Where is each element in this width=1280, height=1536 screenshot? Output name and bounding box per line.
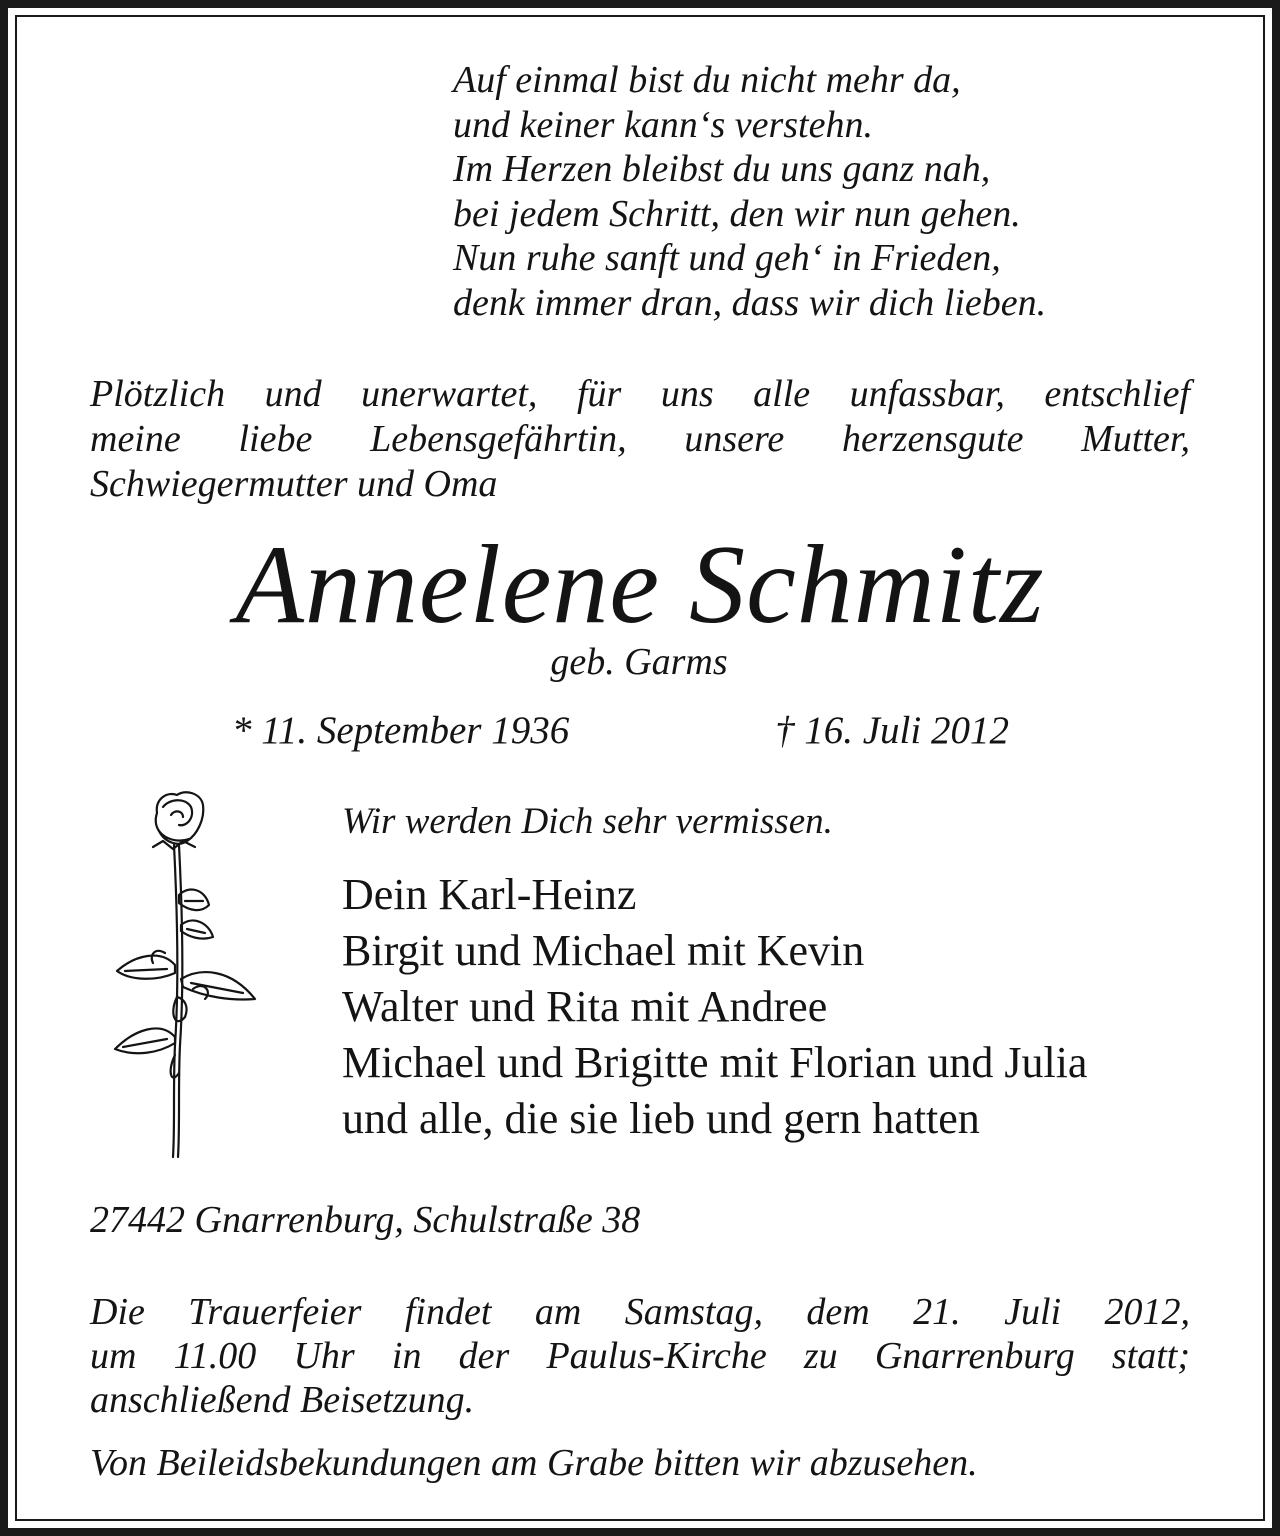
family-line: Walter und Rita mit Andree — [342, 982, 828, 1031]
family-line: Michael und Brigitte mit Florian und Julia — [342, 1038, 1088, 1087]
intro-line: meine liebe Lebensgefährtin, unsere herzensgute Mutter, — [90, 418, 1190, 460]
funeral-line: Die Trauerfeier findet am Samstag, dem 21. Juli 2012, — [90, 1291, 1190, 1333]
miss-line: Wir werden Dich sehr vermissen. — [342, 801, 833, 842]
poem-line: Im Herzen bleibst du uns ganz nah, — [453, 148, 991, 190]
poem-line: denk immer dran, dass wir dich lieben. — [453, 281, 1047, 324]
family-line: und alle, die sie lieb und gern hatten — [342, 1094, 980, 1143]
death-date: † 16. Juli 2012 — [775, 709, 1009, 752]
intro-paragraph — [90, 372, 1190, 507]
family-line: Dein Karl-Heinz — [342, 870, 637, 919]
address: 27442 Gnarrenburg, Schulstraße 38 — [90, 1199, 641, 1241]
deceased-name: Annelene Schmitz — [235, 523, 1045, 647]
poem — [453, 58, 1046, 325]
funeral-notice — [90, 1290, 1190, 1422]
funeral-line: anschließend Beisetzung. — [90, 1379, 475, 1421]
poem-line: Auf einmal bist du nicht mehr da, — [453, 59, 961, 101]
poem-line: Nun ruhe sanft und geh‘ in Frieden, — [453, 237, 1001, 279]
family-list — [342, 867, 1087, 1147]
rose-icon — [105, 785, 265, 1165]
intro-line: Plötzlich und unerwartet, für uns alle unfassbar, entschlief — [90, 373, 1190, 415]
funeral-line: um 11.00 Uhr in der Paulus-Kirche zu Gnarrenburg statt; — [90, 1335, 1190, 1377]
intro-line: Schwiegermutter und Oma — [90, 463, 498, 505]
poem-line: und keiner kann‘s verstehn. — [453, 103, 873, 146]
poem-line: bei jedem Schritt, den wir nun gehen. — [453, 192, 1021, 235]
condolences-note: Von Beileidsbekundungen am Grabe bitten wir abzusehen. — [90, 1442, 978, 1484]
family-line: Birgit und Michael mit Kevin — [342, 926, 865, 975]
birth-date: * 11. September 1936 — [232, 709, 570, 752]
born-name: geb. Garms — [550, 641, 728, 683]
